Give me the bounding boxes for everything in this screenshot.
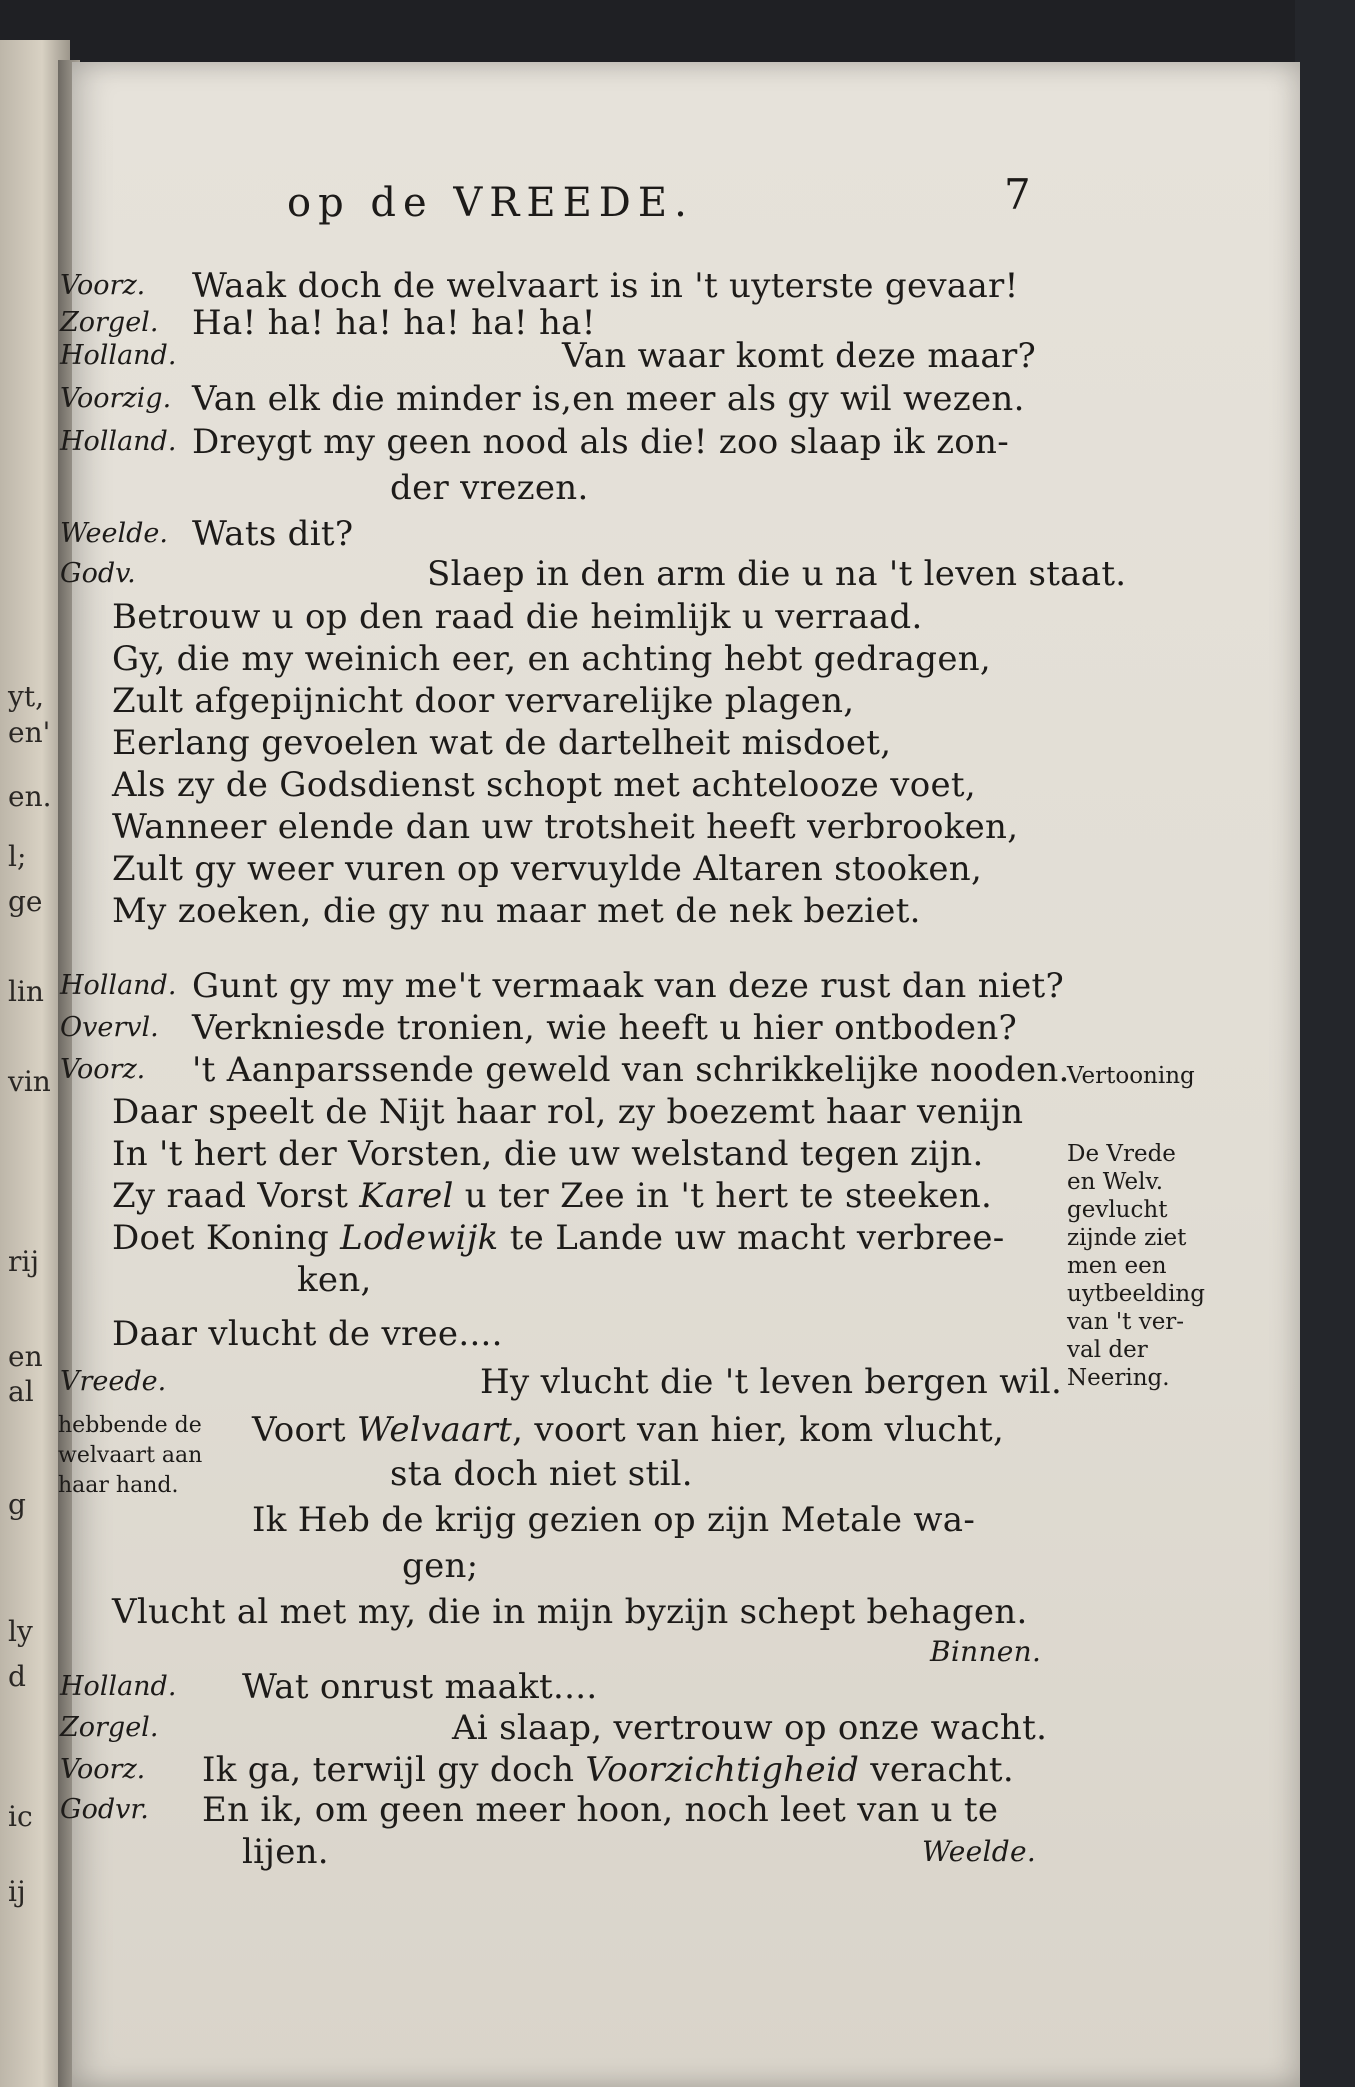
verse-line: Van elk die minder is,en meer als gy wil wezen. <box>192 379 1025 419</box>
verse-text: veracht. <box>859 1750 1014 1790</box>
background-right <box>1295 0 1355 2087</box>
verse-line: Wat onrust maakt.... <box>242 1667 598 1707</box>
verse-line: lijen. <box>242 1832 329 1872</box>
verse-line: Daar speelt de Nijt haar rol, zy boezemt haar venijn <box>112 1092 1024 1132</box>
fragment: d <box>8 1660 26 1693</box>
speaker-label: Weelde. <box>60 518 168 549</box>
verse-text: u ter Zee in 't hert te steeken. <box>453 1176 993 1216</box>
fragment: yt, <box>8 680 44 713</box>
margin-note-line: en Welv. <box>1067 1169 1164 1195</box>
verse-line: My zoeken, die gy nu maar met de nek beziet. <box>112 891 921 931</box>
verse-line: Vlucht al met my, die in mijn byzijn schept behagen. <box>112 1592 1028 1632</box>
margin-note-line: val der <box>1067 1337 1148 1363</box>
verse-line: Waak doch de welvaart is in 't uyterste gevaar! <box>192 266 1019 306</box>
verse-line: 't Aanparssende geweld van schrikkelijke nooden. <box>192 1050 1070 1090</box>
verse-line <box>252 1410 1004 1450</box>
verse-line: Eerlang gevoelen wat de dartelheit misdoet, <box>112 723 892 763</box>
verse-line: Ik Heb de krijg gezien op zijn Metale wa- <box>252 1500 976 1540</box>
fragment: en. <box>8 780 52 813</box>
fragment: al <box>8 1375 34 1408</box>
speaker-label: Godv. <box>60 558 136 589</box>
margin-note-line: Vertooning <box>1067 1063 1195 1089</box>
fragment: vin <box>8 1065 51 1098</box>
verse-line: gen; <box>402 1546 479 1586</box>
verse-line: Slaep in den arm die u na 't leven staat. <box>427 554 1127 594</box>
speaker-label: Godvr. <box>60 1794 149 1825</box>
verse-line: In 't hert der Vorsten, die uw welstand tegen zijn. <box>112 1134 984 1174</box>
speaker-label: Holland. <box>60 340 177 371</box>
fragment: rij <box>8 1245 40 1278</box>
fragment: g <box>8 1488 26 1521</box>
margin-note-line: Neering. <box>1067 1365 1170 1391</box>
running-header: op de VREEDE. <box>287 180 694 226</box>
speaker-label: Voorzig. <box>60 383 172 414</box>
stage-direction-binnen: Binnen. <box>930 1635 1042 1668</box>
fragment: lin <box>8 975 44 1008</box>
verse-line: Daar vlucht de vree.... <box>112 1314 503 1354</box>
book-page <box>58 62 1300 2087</box>
speaker-label: Vreede. <box>60 1366 167 1397</box>
fragment: ic <box>8 1800 33 1833</box>
speaker-label: Voorz. <box>60 1054 146 1085</box>
verse-text: Doet Koning <box>112 1218 341 1258</box>
margin-note-line: gevlucht <box>1067 1197 1168 1223</box>
verse-text: Voort <box>252 1410 357 1450</box>
speaker-label: Zorgel. <box>60 307 159 338</box>
verse-line: ken, <box>297 1260 372 1300</box>
verse-line: Zult gy weer vuren op vervuylde Altaren stooken, <box>112 849 983 889</box>
verse-line: Wats dit? <box>192 514 354 554</box>
verse-line: Gy, die my weinich eer, en achting hebt gedragen, <box>112 639 992 679</box>
catchword: Weelde. <box>922 1835 1037 1868</box>
margin-note-line: zijnde ziet <box>1067 1225 1187 1251</box>
verse-line <box>202 1750 1014 1790</box>
speaker-label: Holland. <box>60 426 177 457</box>
verse-line: der vrezen. <box>390 468 589 508</box>
verse-line: En ik, om geen meer hoon, noch leet van u te <box>202 1790 999 1830</box>
margin-note-line: uytbeelding <box>1067 1281 1205 1307</box>
verse-line <box>112 1218 1005 1258</box>
verse-line: Ai slaap, vertrouw op onze wacht. <box>452 1708 1048 1748</box>
page-number: 7 <box>1004 170 1031 219</box>
fragment: ij <box>8 1875 26 1908</box>
stage-direction-line: hebbende de <box>58 1413 202 1438</box>
verse-text: , voort van hier, kom vlucht, <box>512 1410 1005 1450</box>
verse-line <box>112 1176 992 1216</box>
verse-text: Ik ga, terwijl gy doch <box>202 1750 586 1790</box>
verse-italic: Karel <box>359 1176 454 1216</box>
fragment: ly <box>8 1615 33 1648</box>
verse-line: Dreygt my geen nood als die! zoo slaap ik zon- <box>192 422 1010 462</box>
fragment: en <box>8 1340 43 1373</box>
fragment: ge <box>8 885 43 918</box>
verse-line: Als zy de Godsdienst schopt met achtelooze voet, <box>112 765 976 805</box>
speaker-label: Zorgel. <box>60 1712 159 1743</box>
margin-note-line: van 't ver- <box>1067 1309 1185 1335</box>
verse-line: Ha! ha! ha! ha! ha! ha! <box>192 303 596 343</box>
verse-line: Wanneer elende dan uw trotsheit heeft verbrooken, <box>112 807 1019 847</box>
verse-line: Van waar komt deze maar? <box>562 336 1037 376</box>
verse-line: Betrouw u op den raad die heimlijk u verraad. <box>112 597 923 637</box>
background-top <box>0 0 1355 70</box>
verse-line: sta doch niet stil. <box>390 1454 693 1494</box>
speaker-label: Holland. <box>60 1671 177 1702</box>
stage-direction-line: welvaart aan <box>58 1443 203 1468</box>
verse-italic: Voorzichtigheid <box>585 1750 860 1790</box>
margin-note-line: men een <box>1067 1253 1167 1279</box>
speaker-label: Voorz. <box>60 1754 146 1785</box>
margin-note-line: De Vrede <box>1067 1141 1176 1167</box>
verse-line: Gunt gy my me't vermaak van deze rust dan niet? <box>192 966 1065 1006</box>
fragment: en' <box>8 716 51 749</box>
verse-italic: Welvaart <box>356 1410 513 1450</box>
speaker-label: Holland. <box>60 970 177 1001</box>
verse-line: Verkniesde tronien, wie heeft u hier ontboden? <box>192 1008 1018 1048</box>
verse-line: Hy vlucht die 't leven bergen wil. <box>480 1362 1063 1402</box>
verse-line: Zult afgepijnicht door vervarelijke plagen, <box>112 681 855 721</box>
speaker-label: Voorz. <box>60 270 146 301</box>
stage-direction-line: haar hand. <box>58 1473 179 1498</box>
speaker-label: Overvl. <box>60 1012 159 1043</box>
verse-text: te Lande uw macht verbree- <box>498 1218 1005 1258</box>
fragment: l; <box>8 840 27 873</box>
verse-text: Zy raad Vorst <box>112 1176 360 1216</box>
verse-italic: Lodewijk <box>340 1218 499 1258</box>
